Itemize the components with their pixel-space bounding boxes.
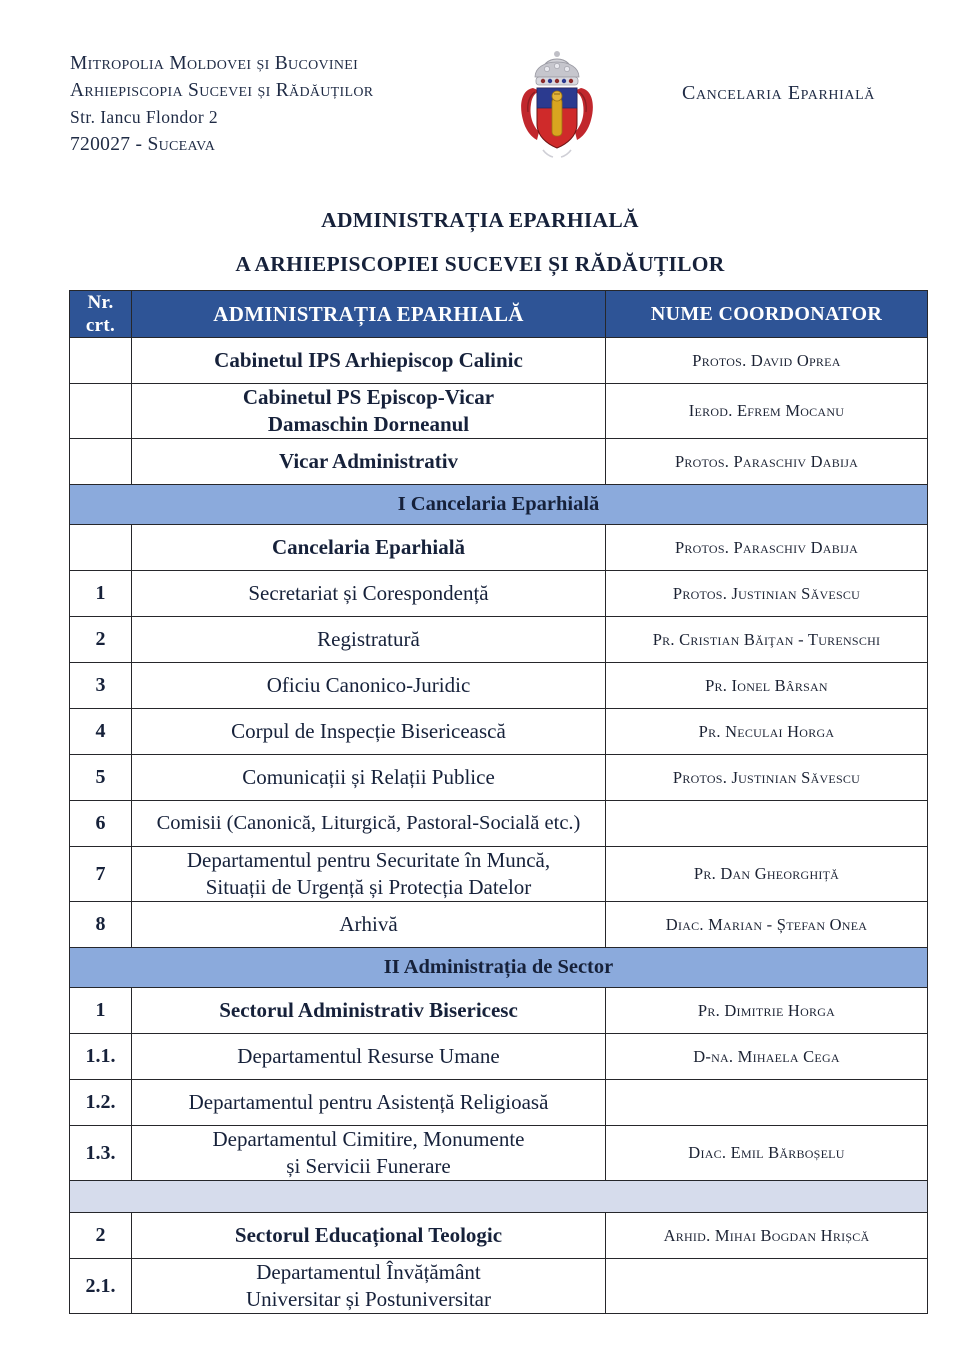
table-spacer-row: [70, 1181, 928, 1213]
section-label: II Administrația de Sector: [70, 948, 928, 988]
row-number: 6: [70, 801, 132, 847]
organization-table-wrapper: [69, 290, 927, 1314]
row-number: 1: [70, 571, 132, 617]
department-name: Oficiu Canonico-Juridic: [132, 663, 606, 709]
coordinator-name: [606, 1080, 928, 1126]
table-body: [70, 338, 928, 1314]
department-name: Secretariat și Corespondență: [132, 571, 606, 617]
coordinator-name: Protos. Justinian Săvescu: [606, 571, 928, 617]
department-name-line: Departamentul Cimitire, Monumente: [212, 1127, 525, 1151]
coordinator-name: Pr. Dimitrie Horga: [606, 988, 928, 1034]
letterhead-line-archdiocese: Arhiepiscopia Sucevei și Rădăuților: [70, 80, 374, 101]
column-header-nr: [70, 291, 132, 338]
table-row: [70, 801, 928, 847]
row-number: 7: [70, 847, 132, 902]
table-head: [70, 291, 928, 338]
table-row: [70, 1259, 928, 1314]
department-name-line: Departamentul pentru Securitate în Muncă,: [186, 848, 551, 872]
department-name: [132, 1259, 606, 1314]
spacer-cell: [70, 1181, 928, 1213]
department-name: Corpul de Inspecție Bisericească: [132, 709, 606, 755]
coordinator-name: Ierod. Efrem Mocanu: [606, 384, 928, 439]
column-header-nr-line1: Nr.: [87, 292, 114, 313]
department-name: [132, 384, 606, 439]
department-name-line: Departamentul Învățământ: [256, 1260, 481, 1284]
letterhead-address-block: [70, 50, 510, 158]
department-name-line: Cabinetul PS Episcop-Vicar: [242, 385, 495, 409]
table-row: [70, 617, 928, 663]
coordinator-name: Pr. Ionel Bârsan: [606, 663, 928, 709]
table-row: [70, 847, 928, 902]
department-name-line: și Servicii Funerare: [286, 1154, 451, 1178]
department-name: Comisii (Canonică, Liturgică, Pastoral-Socială etc.): [132, 801, 606, 847]
department-name: Departamentul pentru Asistență Religioasă: [132, 1080, 606, 1126]
row-number: [70, 525, 132, 571]
section-label: I Cancelaria Eparhială: [70, 485, 928, 525]
page-title: ADMINISTRAȚIA EPARHIALĂ: [321, 208, 639, 232]
department-name: Departamentul Resurse Umane: [132, 1034, 606, 1080]
table-row: [70, 439, 928, 485]
coordinator-name: Diac. Emil Bărboșelu: [606, 1126, 928, 1181]
column-header-department: ADMINISTRAȚIA EPARHIALĂ: [132, 291, 606, 338]
row-number: 2: [70, 617, 132, 663]
row-number: 2.1.: [70, 1259, 132, 1314]
coordinator-name: Pr. Neculai Horga: [606, 709, 928, 755]
department-name-line: Universitar și Postuniversitar: [246, 1287, 491, 1311]
department-name: Sectorul Administrativ Bisericesc: [132, 988, 606, 1034]
row-number: 1.2.: [70, 1080, 132, 1126]
department-name: Cabinetul IPS Arhiepiscop Calinic: [132, 338, 606, 384]
letterhead: [70, 50, 930, 168]
coordinator-name: Diac. Marian - Ștefan Onea: [606, 902, 928, 948]
organization-table: [69, 290, 928, 1314]
row-number: 3: [70, 663, 132, 709]
row-number: 8: [70, 902, 132, 948]
row-number: 2: [70, 1213, 132, 1259]
department-name: Arhivă: [132, 902, 606, 948]
column-header-nr-line2: crt.: [85, 315, 116, 336]
coordinator-name: Protos. Paraschiv Dabija: [606, 439, 928, 485]
coordinator-name: Protos. Paraschiv Dabija: [606, 525, 928, 571]
row-number: 1.1.: [70, 1034, 132, 1080]
coordinator-name: Protos. David Oprea: [606, 338, 928, 384]
table-row: [70, 571, 928, 617]
coordinator-name: [606, 801, 928, 847]
coat-of-arms-emblem: [513, 46, 601, 164]
row-number: [70, 384, 132, 439]
department-name: Comunicații și Relații Publice: [132, 755, 606, 801]
row-number: 4: [70, 709, 132, 755]
table-row: [70, 525, 928, 571]
table-row: [70, 338, 928, 384]
coordinator-name: [606, 1259, 928, 1314]
letterhead-line-metropolis: Mitropolia Moldovei și Bucovinei: [70, 53, 359, 74]
table-row: [70, 988, 928, 1034]
row-number: 5: [70, 755, 132, 801]
department-name-line: Damaschin Dorneanul: [267, 412, 470, 436]
coordinator-name: D-na. Mihaela Cega: [606, 1034, 928, 1080]
coordinator-name: Pr. Cristian Băiţan - Turenschi: [606, 617, 928, 663]
department-name-line: Situații de Urgență și Protecția Datelor: [205, 875, 532, 899]
department-name: [132, 847, 606, 902]
table-row: [70, 709, 928, 755]
row-number: [70, 439, 132, 485]
page-subtitle: A ARHIEPISCOPIEI SUCEVEI ȘI RĂDĂUȚILOR: [235, 252, 725, 276]
letterhead-line-city: 720027 - Suceava: [70, 134, 216, 155]
department-name: Registratură: [132, 617, 606, 663]
letterhead-line-street: Str. Iancu Flondor 2: [70, 107, 218, 127]
coordinator-name: Arhid. Mihai Bogdan Hrișcă: [606, 1213, 928, 1259]
table-row: [70, 1034, 928, 1080]
table-row: [70, 902, 928, 948]
department-name: [132, 1126, 606, 1181]
table-section-row: [70, 485, 928, 525]
table-row: [70, 1213, 928, 1259]
department-name: Sectorul Educațional Teologic: [132, 1213, 606, 1259]
column-header-coordinator: NUME COORDONATOR: [606, 291, 928, 338]
row-number: [70, 338, 132, 384]
department-name: Cancelaria Eparhială: [132, 525, 606, 571]
row-number: 1.3.: [70, 1126, 132, 1181]
coordinator-name: Protos. Justinian Săvescu: [606, 755, 928, 801]
department-name: Vicar Administrativ: [132, 439, 606, 485]
table-row: [70, 663, 928, 709]
letterhead-office-label: Cancelaria Eparhială: [682, 82, 875, 104]
row-number: 1: [70, 988, 132, 1034]
coordinator-name: Pr. Dan Gheorghiță: [606, 847, 928, 902]
table-row: [70, 755, 928, 801]
table-row: [70, 384, 928, 439]
table-header-row: [70, 291, 928, 338]
table-row: [70, 1080, 928, 1126]
table-section-row: [70, 948, 928, 988]
table-row: [70, 1126, 928, 1181]
